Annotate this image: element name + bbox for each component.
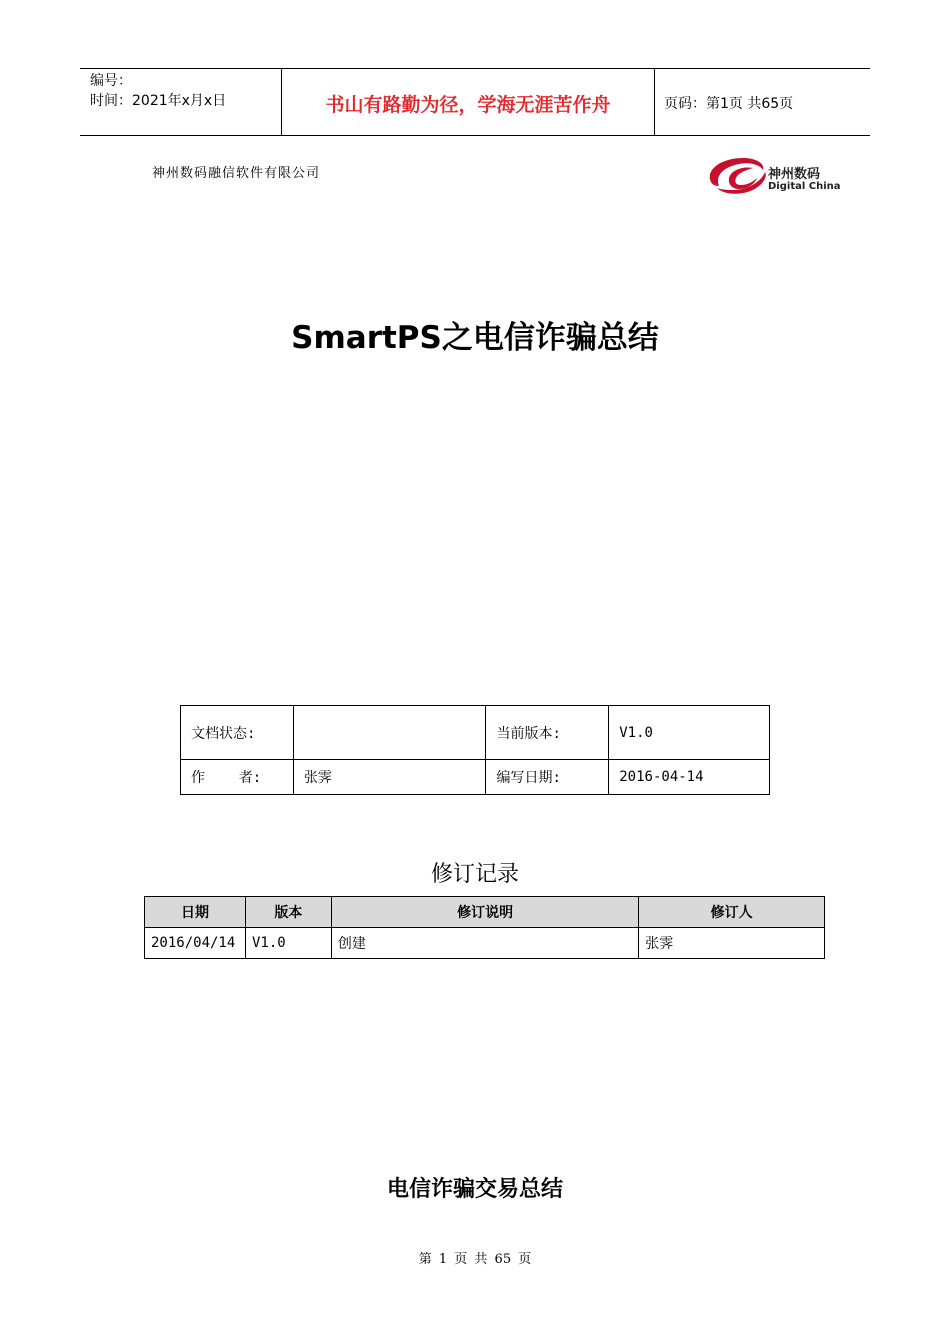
logo-name-en: Digital China — [768, 181, 841, 192]
revision-header-reviser: 修订人 — [639, 897, 825, 928]
revision-header-date: 日期 — [145, 897, 246, 928]
info-row-author — [181, 760, 770, 795]
header-number-label: 编号： — [90, 73, 132, 89]
version-value: V1.0 — [609, 706, 770, 760]
date-label: 编写日期: — [486, 760, 609, 795]
company-name: 神州数码融信软件有限公司 — [152, 166, 321, 181]
date-value: 2016-04-14 — [609, 760, 770, 795]
section-title: 电信诈骗交易总结 — [386, 1177, 563, 1202]
header-divider-right — [654, 69, 655, 136]
header-bottom-rule — [80, 135, 870, 136]
version-label: 当前版本: — [486, 706, 609, 760]
header-motto: 书山有路勤为径，学海无涯苦作舟 — [325, 94, 611, 116]
revision-cell-date: 2016/04/14 — [145, 928, 246, 959]
page-footer: 第 1 页 共 65 页 — [418, 1252, 532, 1267]
header-page-info: 页码：第1页 共65页 — [664, 96, 794, 112]
header-time-label: 时间：2021年x月x日 — [90, 93, 227, 109]
info-row-status — [181, 706, 770, 760]
revision-header-row — [145, 897, 825, 928]
status-label: 文档状态: — [181, 706, 294, 760]
header-top-rule — [80, 68, 870, 69]
revision-table — [144, 896, 825, 959]
revision-header-version: 版本 — [245, 897, 331, 928]
revision-cell-description: 创建 — [331, 928, 638, 959]
header-meta — [90, 71, 226, 111]
revision-title: 修订记录 — [430, 862, 519, 887]
author-label: 作 者: — [181, 760, 294, 795]
revision-cell-reviser: 张霁 — [639, 928, 825, 959]
revision-header-description: 修订说明 — [331, 897, 638, 928]
revision-cell-version: V1.0 — [245, 928, 331, 959]
author-value: 张霁 — [293, 760, 486, 795]
status-value — [293, 706, 486, 760]
table-row — [145, 928, 825, 959]
document-title: SmartPS之电信诈骗总结 — [291, 320, 659, 356]
document-info-table — [180, 705, 770, 795]
logo-name-cn: 神州数码 — [768, 167, 821, 182]
